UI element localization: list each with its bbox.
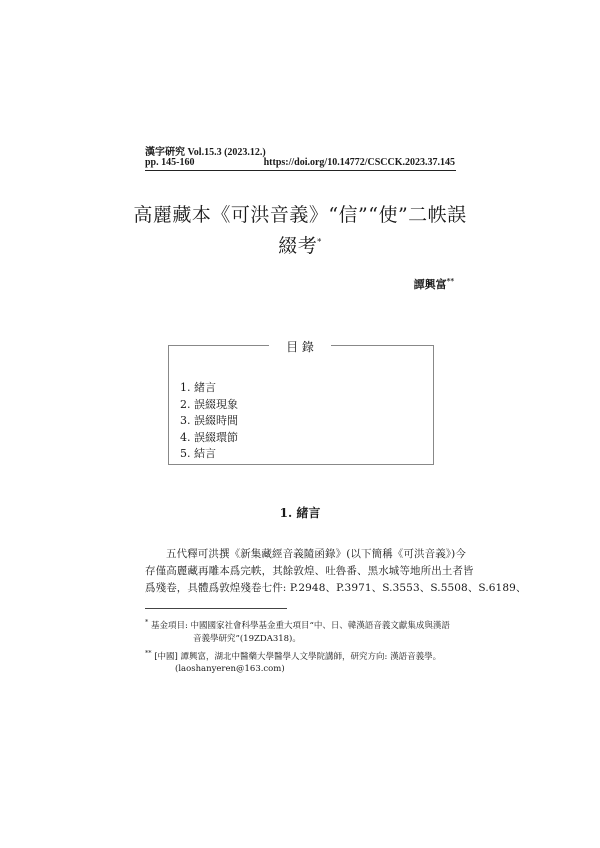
footnote-2-email[interactable]: (laoshanyeren@163.com) <box>175 664 285 674</box>
footnote-1-continued: 音義學研究”(19ZDA318)。 <box>193 634 301 644</box>
title-footnote-mark[interactable]: * <box>317 237 322 247</box>
toc-list <box>180 380 238 463</box>
toc-item-2[interactable]: 2. 誤綴現象 <box>180 397 238 411</box>
author-footnote-mark[interactable]: ** <box>446 276 454 286</box>
toc-item-1[interactable]: 1. 緒言 <box>180 381 216 394</box>
toc-item-5[interactable]: 5. 結言 <box>180 447 216 460</box>
footnote-2-text: [中國] 譚興富，湖北中醫藥大學醫學人文學院講師，研究方向: 漢語音義學。 <box>154 651 442 662</box>
toc-item-3[interactable]: 3. 誤綴時間 <box>180 414 238 427</box>
page-range: pp. 145-160 <box>145 157 195 168</box>
footnote-2-mark: ** <box>145 649 152 657</box>
doi-link[interactable]: https://doi.org/10.14772/CSCCK.2023.37.145 <box>263 157 455 168</box>
section-heading: 1. 緒言 <box>279 506 321 520</box>
paper-title-line-2-text: 綴考 <box>278 235 318 257</box>
footnote-2 <box>145 649 441 662</box>
body-line-2: 存僅高麗藏再雕本爲完帙，其餘敦煌、吐魯番、黑水城等地所出土者皆 <box>145 565 474 577</box>
toc-item-4[interactable]: 4. 誤綴環節 <box>180 430 238 444</box>
header-rule <box>145 170 456 171</box>
body-line-3: 爲殘卷，具體爲敦煌殘卷七件: P.2948、P.3971、S.3553、S.5508、S.6189、 <box>145 582 527 594</box>
toc-heading: 目 錄 <box>286 340 314 354</box>
footnote-1-mark: * <box>145 618 149 626</box>
footnote-1-text: 基金項目: 中國國家社會科學基金重大項目“中、日、韓漢語音義文獻集成與漢語 <box>150 620 450 631</box>
author <box>414 276 454 292</box>
author-name: 譚興富 <box>413 278 447 291</box>
paper-title-line-2 <box>0 231 600 258</box>
footnote-separator <box>145 608 287 609</box>
paper-title-line-1: 高麗藏本《可洪音義》“信”“使”二帙誤 <box>133 204 467 226</box>
footnote-1 <box>145 618 450 631</box>
body-line-1: 五代釋可洪撰《新集藏經音義隨函錄》(以下簡稱《可洪音義》)今 <box>166 548 466 560</box>
journal-info: 漢字硏究 Vol.15.3 (2023.12.) <box>145 147 266 158</box>
